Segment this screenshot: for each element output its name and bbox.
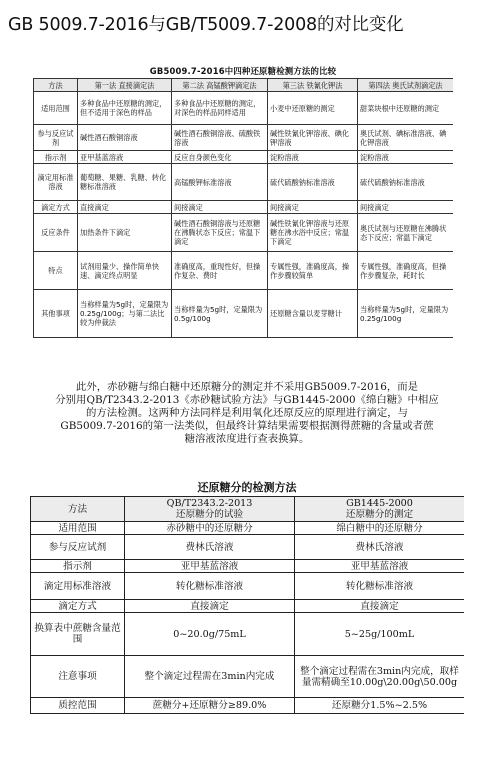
table-cell: 多种食品中还原糖的测定，对深色的样品同样适用 (172, 92, 268, 125)
table-cell: 费林氏溶液 (295, 535, 465, 560)
row-label: 滴定方式 (34, 201, 78, 214)
row-label: 参与反应试剂 (31, 535, 125, 560)
table-cell: 加热条件下滴定 (78, 214, 172, 252)
paragraph-line: 此外，赤砂糖与绵白糖中还原糖分的测定并不采用GB5009.7-2016，而是 (75, 381, 418, 393)
table-cell: 直接滴定 (295, 600, 465, 613)
table-cell: 间接滴定 (268, 201, 358, 214)
table-cell: 亚甲基蓝溶液 (125, 560, 295, 573)
row-label: 适用范围 (31, 522, 125, 535)
table-row (31, 698, 465, 714)
table-cell: 还原糖含量以麦芽糖计 (268, 290, 358, 338)
table-cell: 反应自身颜色变化 (172, 151, 268, 164)
table-row (31, 535, 465, 560)
table2-header-cell: GB1445-2000 还原糖分的测定 (295, 497, 465, 522)
table-cell: 当称样量为5g时，定量限为0.25g/100g (358, 290, 454, 338)
row-label: 注意事项 (31, 656, 125, 698)
row-label: 适用范围 (34, 92, 78, 125)
table-cell: 淀粉溶液 (358, 151, 454, 164)
row-label: 特点 (34, 252, 78, 290)
table-cell: 直接滴定 (125, 600, 295, 613)
paragraph-line: 分别用QB/T2343.2-2013《赤砂糖试验方法》与GB1445-2000《绵白糖》中相应 (55, 394, 439, 406)
table-cell: 绵白糖中的还原糖分 (295, 522, 465, 535)
table1-header-cell: 第四法 奥氏试剂滴定法 (358, 79, 454, 92)
table-row (34, 125, 454, 151)
table-cell: 奥氏试剂与还原糖在沸腾状态下反应；常温下滴定 (358, 214, 454, 252)
table-cell: 当称样量为5g时，定量限为0.25g/100g；与第二法比较为仲裁法 (78, 290, 172, 338)
row-label: 其他事项 (34, 290, 78, 338)
table1-header-cell: 第二法 高锰酸钾滴定法 (172, 79, 268, 92)
table-cell: 专属性强，准确度高，但操作步骤复杂，耗时长 (358, 252, 454, 290)
table-cell: 整个滴定过程需在3min内完成 (125, 656, 295, 698)
row-label: 滴定用标准溶液 (34, 164, 78, 201)
table-cell: 间接滴定 (172, 201, 268, 214)
table-cell: 硫代硫酸钠标准溶液 (358, 164, 454, 201)
row-label: 参与反应试剂 (34, 125, 78, 151)
table2-header-cell: 方法 (31, 497, 125, 522)
table-cell: 费林氏溶液 (125, 535, 295, 560)
body-paragraph (8, 381, 486, 446)
row-label: 质控范围 (31, 698, 125, 714)
table1-caption: GB5009.7-2016中四种还原糖检测方法的比较 (149, 66, 337, 76)
table2-header-cell: QB/T2343.2-2013 还原糖分的试验 (125, 497, 295, 522)
table-cell: 奥氏试剂、碘标准溶液、碘化钾溶液 (358, 125, 454, 151)
table1 (33, 78, 453, 338)
table-cell: 高锰酸钾标准溶液 (172, 164, 268, 201)
table-cell: 整个滴定过程需在3min内完成，取样量需精确至10.00g\20.00g\50.00g (295, 656, 465, 698)
table-cell: 碱性铁氰化钾溶液、碘化钾溶液 (268, 125, 358, 151)
table-row (34, 290, 454, 338)
table-row (34, 151, 454, 164)
table-row (31, 560, 465, 573)
table-cell: 间接滴定 (358, 201, 454, 214)
table-cell: 多种食品中还原糖的测定，但不适用于深色的样品 (78, 92, 172, 125)
table2-container (30, 496, 464, 758)
row-label: 反应条件 (34, 214, 78, 252)
table-cell: 专属性强，准确度高，操作步骤较简单 (268, 252, 358, 290)
table2-caption: 还原糖分的检测方法 (197, 481, 297, 494)
table-cell: 转化糖标准溶液 (295, 573, 465, 600)
table-row (34, 201, 454, 214)
table-row (34, 214, 454, 252)
paragraph-line: 糖溶液浓度进行查表换算。 (184, 433, 310, 445)
table1-header-cell: 第三法 铁氰化钾法 (268, 79, 358, 92)
row-label: 滴定用标准溶液 (31, 573, 125, 600)
table-cell: 碱性酒石酸铜溶液与还原糖在沸腾状态下反应；常温下滴定 (172, 214, 268, 252)
table-cell: 还原糖分1.5%~2.5% (295, 698, 465, 714)
page-title: GB 5009.7-2016与GB/T5009.7-2008的对比变化 (8, 15, 404, 35)
paragraph-line: 的方法检测。这两种方法同样是利用氧化还原反应的原理进行滴定，与 (85, 407, 409, 419)
table1-header-cell: 方法 (34, 79, 78, 92)
table-cell: 亚甲基蓝溶液 (295, 560, 465, 573)
table1-header-cell: 第一法 直接滴定法 (78, 79, 172, 92)
table-cell: 亚甲基蓝溶液 (78, 151, 172, 164)
table-cell: 直接滴定 (78, 201, 172, 214)
table-cell: 准确度高，重现性好，但操作复杂、费时 (172, 252, 268, 290)
table2-header-row (31, 497, 465, 522)
table1-container (33, 64, 453, 361)
row-label: 滴定方式 (31, 600, 125, 613)
table-row (34, 164, 454, 201)
table-cell: 小麦中还原糖的测定 (268, 92, 358, 125)
table-cell: 硫代硫酸钠标准溶液 (268, 164, 358, 201)
table-cell: 碱性酒石酸铜溶液 (78, 125, 172, 151)
table-cell: 甜菜块根中还原糖的测定 (358, 92, 454, 125)
table-cell: 淀粉溶液 (268, 151, 358, 164)
table-cell: 转化糖标准溶液 (125, 573, 295, 600)
table-cell: 赤砂糖中的还原糖分 (125, 522, 295, 535)
table-row (31, 613, 465, 656)
table-row (31, 656, 465, 698)
table-cell: 0~20.0g/75mL (125, 613, 295, 656)
table-row (31, 573, 465, 600)
table2 (30, 496, 464, 714)
paragraph-line: GB5009.7-2016的第一法类似，但最终计算结果需要根据测得蔗糖的含量或者蔗 (60, 420, 434, 432)
table-cell: 碱性铁氰化钾溶液与还原糖在沸水浴中反应；常温下滴定 (268, 214, 358, 252)
table-row (34, 252, 454, 290)
table-row (34, 92, 454, 125)
table-cell: 试剂用量少、操作简单快速、滴定终点明显 (78, 252, 172, 290)
table-cell: 碱性酒石酸铜溶液、硫酸铁溶液 (172, 125, 268, 151)
table-cell: 当称样量为5g时，定量限为0.5g/100g (172, 290, 268, 338)
table-row (31, 600, 465, 613)
row-label: 指示剂 (31, 560, 125, 573)
table-cell: 葡萄糖、果糖、乳糖、转化糖标准溶液 (78, 164, 172, 201)
table-cell: 5~25g/100mL (295, 613, 465, 656)
table-cell: 蔗糖分+还原糖分≥89.0% (125, 698, 295, 714)
table1-header-row (34, 79, 454, 92)
table-row (31, 522, 465, 535)
row-label: 换算表中蔗糖含量范围 (31, 613, 125, 656)
row-label: 指示剂 (34, 151, 78, 164)
